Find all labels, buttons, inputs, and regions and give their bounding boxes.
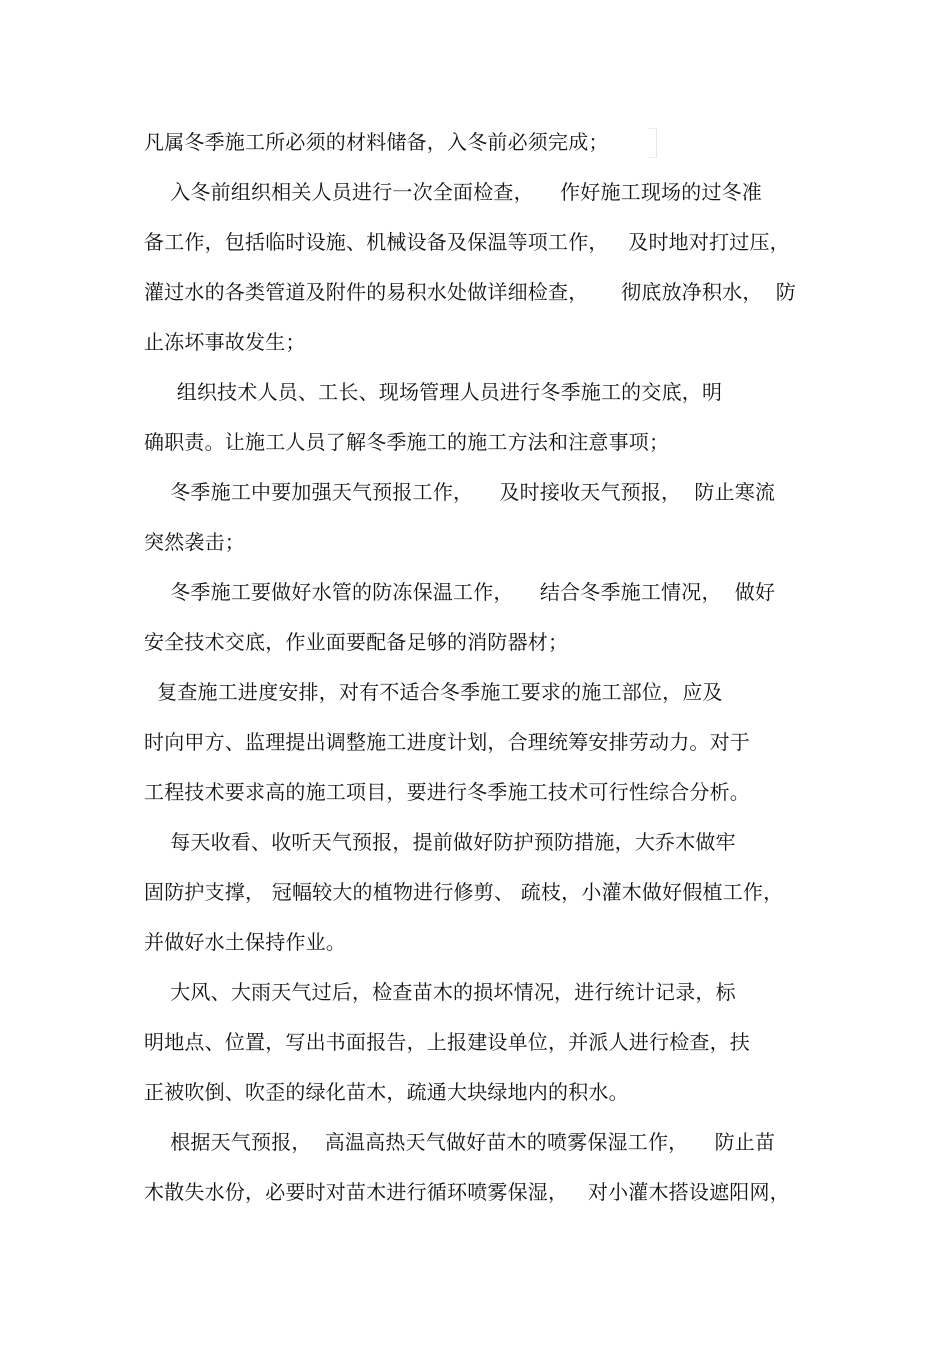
text-line: 大风、大雨天气过后，检查苗木的损坏情况，进行统计记录，标 bbox=[144, 980, 736, 1004]
text-line: 备工作，包括临时设施、机械设备及保温等项工作， 及时地对打过压， bbox=[144, 230, 790, 254]
text-line: 复查施工进度安排，对有不适合冬季施工要求的施工部位，应及 bbox=[144, 680, 723, 704]
text-line: 组织技术人员、工长、现场管理人员进行冬季施工的交底，明 bbox=[144, 380, 723, 404]
text-line: 并做好水土保持作业。 bbox=[144, 930, 346, 954]
text-line: 工程技术要求高的施工项目，要进行冬季施工技术可行性综合分析。 bbox=[144, 780, 750, 804]
text-line: 根据天气预报， 高温高热天气做好苗木的喷雾保湿工作， 防止苗 bbox=[144, 1130, 776, 1154]
text-line: 灌过水的各类管道及附件的易积水处做详细检查， 彻底放净积水， 防 bbox=[144, 280, 796, 304]
text-line: 确职责。让施工人员了解冬季施工的施工方法和注意事项； bbox=[144, 430, 670, 454]
text-line: 突然袭击； bbox=[144, 530, 245, 554]
text-cursor-box bbox=[648, 128, 657, 158]
text-line: 每天收看、收听天气预报，提前做好防护预防措施，大乔木做牢 bbox=[144, 830, 736, 854]
text-line: 安全技术交底，作业面要配备足够的消防器材； bbox=[144, 630, 569, 654]
text-line: 入冬前组织相关人员进行一次全面检查， 作好施工现场的过冬准 bbox=[144, 180, 763, 204]
text-line: 正被吹倒、吹歪的绿化苗木，疏通大块绿地内的积水。 bbox=[144, 1080, 629, 1104]
text-line: 止冻坏事故发生； bbox=[144, 330, 306, 354]
text-line: 明地点、位置，写出书面报告，上报建设单位，并派人进行检查，扶 bbox=[144, 1030, 750, 1054]
text-line: 木散失水份，必要时对苗木进行循环喷雾保湿， 对小灌木搭设遮阳网， bbox=[144, 1180, 790, 1204]
text-line: 时向甲方、监理提出调整施工进度计划，合理统筹安排劳动力。对于 bbox=[144, 730, 750, 754]
text-line: 冬季施工中要加强天气预报工作， 及时接收天气预报， 防止寒流 bbox=[144, 480, 776, 504]
text-line: 冬季施工要做好水管的防冻保温工作， 结合冬季施工情况， 做好 bbox=[144, 580, 776, 604]
text-line: 固防护支撑， 冠幅较大的植物进行修剪、 疏枝，小灌木做好假植工作， bbox=[144, 880, 784, 904]
text-line: 凡属冬季施工所必须的材料储备，入冬前必须完成； bbox=[144, 130, 609, 154]
